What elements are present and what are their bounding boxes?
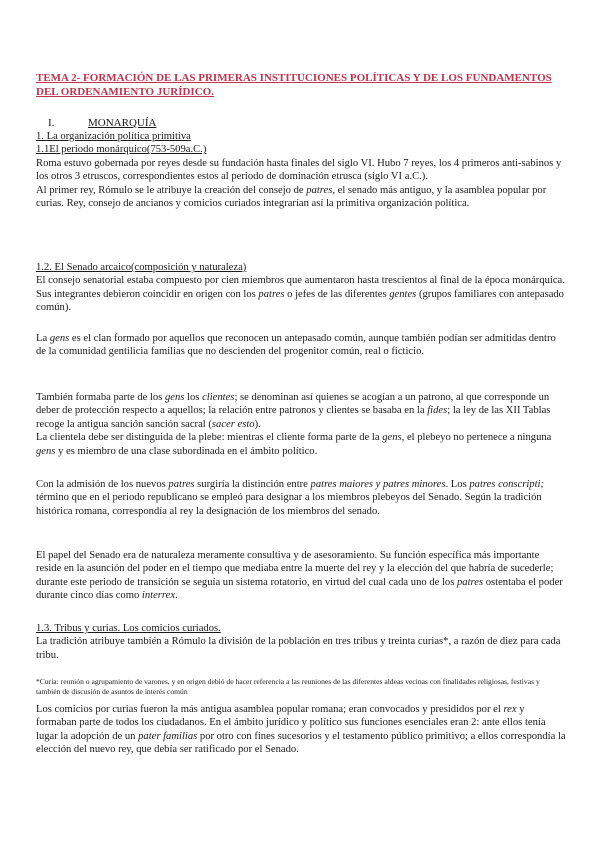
section-heading bbox=[36, 117, 556, 130]
paragraph-reyes: Roma estuvo gobernada por reyes desde su fundación hasta finales del siglo VI. Hubo 7 reyes, los 4 primeros anti-sabinos y los otros 3 etruscos, correspondientes estos al periodo de dominación etrusca (siglo VI a.C.). bbox=[36, 157, 562, 183]
subheading-periodo-monarquico: 1.1El periodo monárquico(753-509a.C.) bbox=[36, 144, 207, 156]
paragraph-comicios: Los comicios por curias fueron la más antigua asamblea popular romana; eran convocados y presididos por el rex y formaban parte de todos los ciudadanos. En el ámbito jurídico y político sus funciones esenciales eran 2: ante ellos tenía lugar la adopción de un pater familias por otro con fines sucesorios y el testamento público primitivo; a ellos correspondía la elección del nuevo rey, que debía ser ratificado por el Senado. bbox=[36, 704, 566, 756]
paragraph-clientes: También formaba parte de los gens los clientes; se denominan así quienes se acogían a un patrono, al que corresponde un deber de protección respecto a aquellos; la relación entre patronos y clientes se basaba en la fides; la ley de las XII Tablas recoge la antigua sanción sanción sacral (sacer esto). La clientela debe ser distinguida de la plebe: mientras el cliente forma parte de la gens, el plebeyo no pertenece a ninguna gens y es miembro de una clase subordinada en el ámbito político. bbox=[36, 391, 566, 458]
heading-tribus-curias: 1.3. Tribus y curias. Los comicios curiados. bbox=[36, 623, 221, 634]
paragraph-tribus: La tradición atribuye también a Rómulo la división de la población en tres tribus y treinta curias*, a razón de diez para cada tribu. bbox=[36, 636, 561, 661]
paragraph-romulo: Al primer rey, Rómulo se le atribuye la creación del consejo de patres, el senado más antiguo, y la asamblea popular por curias. Rey, consejo de ancianos y comicios curiados integrarían así la primitiva organización política. bbox=[36, 184, 547, 210]
paragraph-papel-senado: El papel del Senado era de naturaleza meramente consultiva y de asesoramiento. Su función específica más importante reside en la asunción del poder en el tiempo que mediaba entre la muerte del rey y la elección del que habría de sucederle; durante este periodo de transición se seguía un sistema rotatorio, en virtud del cual cada uno de los patres ostentaba el poder durante cinco días como interrex. bbox=[36, 550, 563, 602]
section-name: MONARQUÍA bbox=[88, 117, 157, 129]
paragraph-clientela: La clientela debe ser distinguida de la plebe: mientras el cliente forma parte de la gens, el plebeyo no pertenece a ninguna gens y es miembro de una clase subordinada en el ámbito político. bbox=[36, 432, 552, 457]
heading-senado-arcaico: 1.2. El Senado arcaico(composición y naturaleza) bbox=[36, 262, 247, 273]
paragraph-patres: Con la admisión de los nuevos patres surgiría la distinción entre patres maiores y patres minores. Los patres conscripti; término que en el periodo republicano se empleó para designar a los miembros plebeyos del Senado. Según la tradición histórica romana, correspondía al rey la designación de los miembros del senado. bbox=[36, 479, 544, 517]
section-2-intro bbox=[36, 261, 566, 315]
section-number: I. bbox=[48, 117, 55, 129]
document-title: TEMA 2- FORMACIÓN DE LAS PRIMERAS INSTITUCIONES POLÍTICAS Y DE LOS FUNDAMENTOS DEL ORDENAMIENTO JURÍDICO. bbox=[36, 72, 552, 98]
footnote-curia: *Curia: reunión o agrupamiento de varones, y en origen debió de hacer referencia a las reuniones de las diferentes aldeas vecinas con finalidades religiosas, festivas y también de discusión de asuntos de interés común bbox=[36, 677, 540, 696]
heading-organizacion: 1. La organización política primitiva bbox=[36, 131, 191, 142]
section-3 bbox=[36, 622, 566, 662]
paragraph-gens: La gens es el clan formado por aquellos que reconocen un antepasado común, aunque también podían ser admitidas dentro de la comunidad gentilicia familias que no descienden del progenitor común, real o ficticio. bbox=[36, 333, 556, 358]
section-1 bbox=[36, 130, 566, 210]
paragraph-consejo-senatorial: El consejo senatorial estaba compuesto por cien miembros que aumentaron hasta trescientos al final de la época monárquica. Sus integrantes debieron coincidir en origen con los patres o jefes de las diferentes gentes (grupos familiares con antepasado común). bbox=[36, 275, 565, 314]
